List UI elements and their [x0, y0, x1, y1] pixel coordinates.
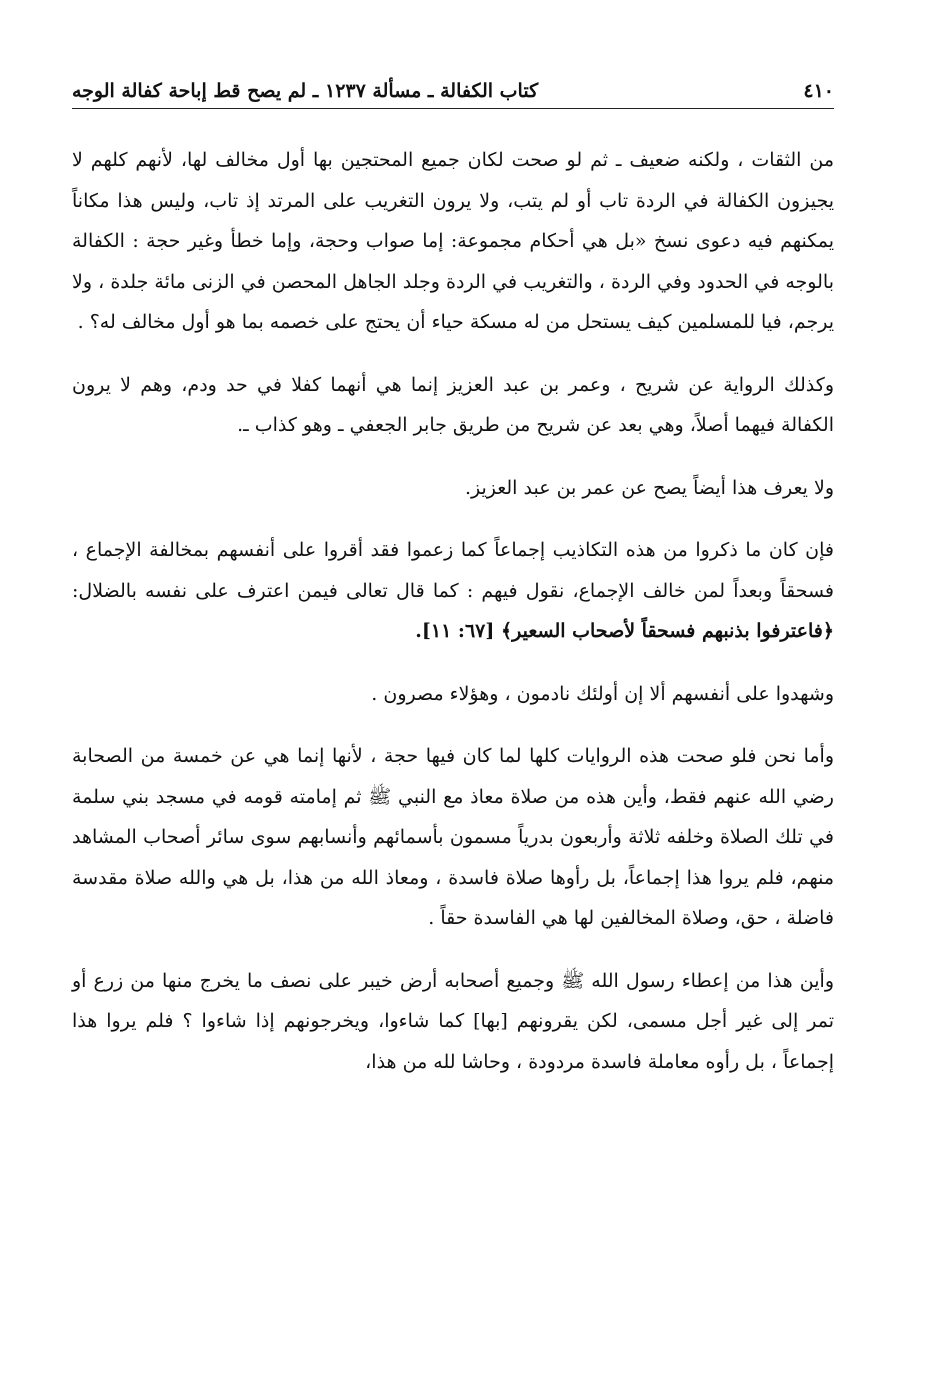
quran-verse: ﴿فاعترفوا بذنبهم فسحقاً لأصحاب السعير﴾ [٦٧: ١١]. — [415, 620, 834, 642]
paragraph-6: وأما نحن فلو صحت هذه الروايات كلها لما كان فيها حجة ، لأنها إنما هي عن خمسة من الصحابة رضي الله عنهم فقط، وأين هذه من صلاة معاذ مع النبي ﷺ ثم إمامته قومه في مسجد بني سلمة في تلك الصلاة وخلفه ثلاثة وأربعون بدرياً مسمون بأسمائهم وأنسابهم سوى سائر أصحاب المشاهد منهم، فلم يروا هذا إجماعاً، بل رأوها صلاة فاسدة ، ومعاذ الله من هذا، بل هي والله صلاة مقدسة فاضلة ، حق، وصلاة المخالفين لها هي الفاسدة حقاً . — [72, 745, 834, 929]
running-title: كتاب الكفالة ـ مسألة ١٢٣٧ ـ لم يصح قط إباحة كفالة الوجه — [72, 80, 539, 102]
paragraph-4 — [72, 530, 834, 652]
paragraph-2: وكذلك الرواية عن شريح ، وعمر بن عبد العزيز إنما هي أنهما كفلا في حد ودم، وهم لا يرون الكفالة فيهما أصلاً، وهي بعد عن شريح من طريق جابر الجعفي ـ وهو كذاب ـ. — [72, 373, 834, 436]
paragraph-1: من الثقات ، ولكنه ضعيف ـ ثم لو صحت لكان جميع المحتجين بها أول مخالف لها، لأنهم كلهم لا يجيزون الكفالة في الردة تاب أو لم يتب، ولا يرون التغريب على المرتد إذ تاب، وليس هذا مكاناً يمكنهم فيه دعوى نسخ «بل هي أحكام مجموعة: إما صواب وحجة، وإما خطأ وغير حجة : الكفالة بالوجه في الحدود وفي الردة ، والتغريب في الردة وجلد الجاهل المحصن في الزنى مائة جلدة ، ولا يرجم، فيا للمسلمين كيف يستحل من له مسكة حياء أن يحتج على خصمه بما هو أول مخالف له؟ . — [72, 149, 834, 333]
paragraph-5: وشهدوا على أنفسهم ألا إن أولئك نادمون ، وهؤلاء مصرون . — [371, 682, 834, 705]
page-body — [72, 140, 834, 1082]
paragraph-4-text: فإن كان ما ذكروا من هذه التكاذيب إجماعاً كما زعموا فقد أقروا على أنفسهم بمخالفة الإجماع ، فسحقاً وبعداً لمن خالف الإجماع، نقول فيهم : كما قال تعالى فيمن اعترف على نفسه بالضلال: — [72, 539, 834, 602]
paragraph-3: ولا يعرف هذا أيضاً يصح عن عمر بن عبد العزيز. — [464, 476, 834, 499]
page-header — [72, 62, 834, 109]
paragraph-7: وأين هذا من إعطاء رسول الله ﷺ وجميع أصحابه أرض خيبر على نصف ما يخرج منها من زرع أو تمر إلى غير أجل مسمى، لكن يقرونهم [بها] كما شاءوا، ويخرجونهم إذا شاءوا ؟ فلم يروا هذا إجماعاً ، بل رأوه معاملة فاسدة مردودة ، وحاشا لله من هذا، — [72, 969, 834, 1073]
page-number: ٤١٠ — [803, 80, 834, 102]
